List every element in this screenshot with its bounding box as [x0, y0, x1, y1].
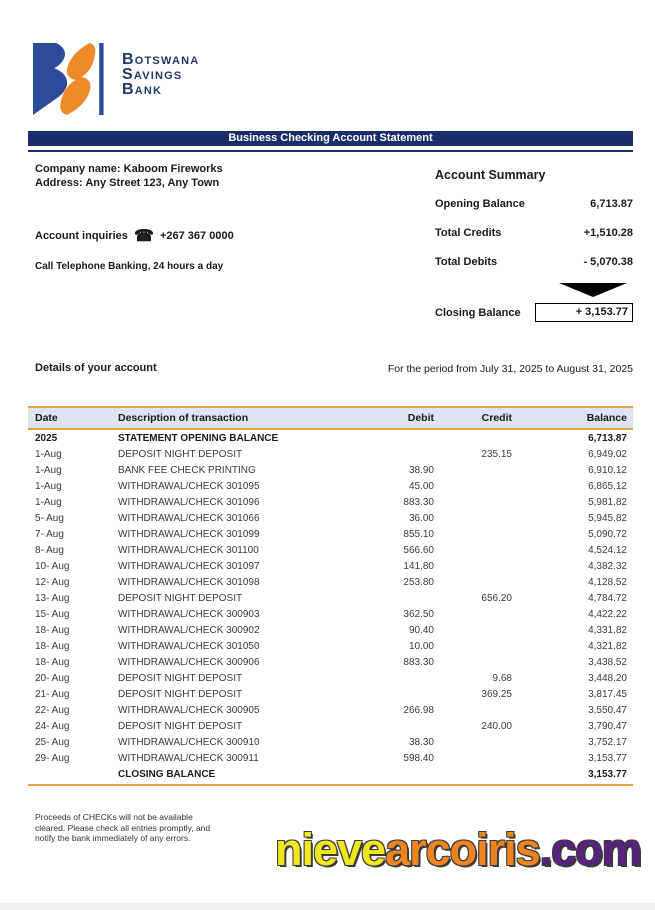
- cell-description: CLOSING BALANCE: [118, 768, 216, 780]
- cell-balance: 4,128.52: [588, 576, 627, 588]
- table-row: [28, 638, 633, 654]
- cell-balance: 4,422.22: [588, 608, 627, 620]
- footer-notice-line2: cleared. Please check all entries promptly, and: [35, 822, 211, 833]
- cell-date: 18- Aug: [35, 656, 70, 668]
- account-inquiries-label: Account inquiries: [35, 230, 128, 242]
- footer-notice-line3: notify the bank immediately of any errors.: [35, 833, 191, 843]
- cell-balance: 6,949.02: [588, 448, 627, 460]
- cell-credit: 369.25: [481, 688, 512, 700]
- table-row: [28, 446, 633, 462]
- cell-debit: 266.98: [403, 704, 434, 716]
- cell-description: WITHDRAWAL/CHECK 301099: [118, 528, 260, 540]
- account-summary-heading: Account Summary: [435, 168, 546, 182]
- table-row: [28, 734, 633, 750]
- company-name: Company name: Kaboom Fireworks: [35, 163, 223, 175]
- watermark-part3: .com: [539, 824, 641, 875]
- cell-date: 25- Aug: [35, 736, 70, 748]
- table-row: [28, 478, 633, 494]
- table-row: [28, 654, 633, 670]
- cell-balance: 5,981.82: [588, 496, 627, 508]
- cell-date: 8- Aug: [35, 544, 64, 556]
- title-underline: [28, 150, 633, 152]
- account-summary: [435, 168, 633, 322]
- cell-description: DEPOSIT NIGHT DEPOSIT: [118, 592, 243, 604]
- cell-debit: 10.00: [408, 640, 434, 652]
- cell-balance: 4,321.82: [588, 640, 627, 652]
- cell-balance: 5,945.82: [588, 512, 627, 524]
- bank-logo: [30, 42, 199, 116]
- cell-date: 29- Aug: [35, 752, 70, 764]
- table-row: [28, 494, 633, 510]
- inquiries-phone-number: +267 367 0000: [159, 230, 234, 242]
- watermark-part1: nieve: [275, 824, 386, 875]
- cell-description: STATEMENT OPENING BALANCE: [118, 432, 279, 444]
- cell-date: 24- Aug: [35, 720, 70, 732]
- cell-debit: 141.80: [403, 560, 434, 572]
- cell-description: WITHDRAWAL/CHECK 300906: [118, 656, 260, 668]
- table-row: [28, 622, 633, 638]
- cell-balance: 3,817.45: [588, 688, 627, 700]
- table-row: [28, 526, 633, 542]
- footer-notice: [35, 812, 210, 844]
- summary-row-debits: [435, 256, 633, 268]
- cell-date: 2025: [35, 432, 58, 444]
- cell-date: 12- Aug: [35, 576, 70, 588]
- cell-date: 21- Aug: [35, 688, 70, 700]
- cell-debit: 36.00: [408, 512, 434, 524]
- table-row: [28, 510, 633, 526]
- cell-date: 13- Aug: [35, 592, 70, 604]
- cell-description: WITHDRAWAL/CHECK 300903: [118, 608, 260, 620]
- total-debits-value: - 5,070.38: [583, 256, 633, 268]
- footer-notice-line1: Proceeds of CHECKs will not be available: [35, 812, 193, 822]
- table-row: [28, 574, 633, 590]
- table-row: [28, 718, 633, 734]
- cell-balance: 6,713.87: [588, 432, 627, 444]
- cell-description: WITHDRAWAL/CHECK 301100: [118, 544, 259, 556]
- cell-description: DEPOSIT NIGHT DEPOSIT: [118, 688, 243, 700]
- page-bottom-edge: [0, 903, 655, 910]
- cell-balance: 4,331.82: [588, 624, 627, 636]
- header-debit: Debit: [407, 412, 434, 424]
- closing-balance-value: + 3,153.77: [535, 303, 633, 322]
- cell-date: 5- Aug: [35, 512, 64, 524]
- table-row: [28, 542, 633, 558]
- transactions-body: [28, 430, 633, 782]
- details-heading: Details of your account: [35, 362, 157, 374]
- table-row: [28, 686, 633, 702]
- cell-balance: 4,784.72: [588, 592, 627, 604]
- cell-description: DEPOSIT NIGHT DEPOSIT: [118, 672, 243, 684]
- transactions-table: [28, 406, 633, 786]
- cell-date: 20- Aug: [35, 672, 70, 684]
- cell-debit: 38.30: [408, 736, 434, 748]
- bank-name: [122, 52, 199, 97]
- cell-date: 10- Aug: [35, 560, 70, 572]
- summary-row-credits: [435, 227, 633, 239]
- cell-debit: 598.40: [403, 752, 434, 764]
- cell-credit: 9.68: [492, 672, 512, 684]
- cell-balance: 3,448.20: [588, 672, 627, 684]
- cell-debit: 38.90: [408, 464, 434, 476]
- bank-name-line3: Bank: [122, 81, 163, 98]
- cell-description: DEPOSIT NIGHT DEPOSIT: [118, 720, 243, 732]
- account-inquiries: [35, 226, 234, 246]
- header-description: Description of transaction: [118, 412, 249, 424]
- cell-debit: 253.80: [403, 576, 434, 588]
- header-credit: Credit: [481, 412, 512, 424]
- bank-logo-icon: [30, 42, 108, 116]
- table-bottom-rule: [28, 784, 633, 786]
- cell-description: WITHDRAWAL/CHECK 301066: [118, 512, 260, 524]
- table-row: [28, 702, 633, 718]
- closing-balance-label: Closing Balance: [435, 306, 521, 319]
- cell-balance: 3,752.17: [588, 736, 627, 748]
- table-row: [28, 462, 633, 478]
- cell-credit: 656.20: [481, 592, 512, 604]
- cell-balance: 6,910.12: [588, 464, 627, 476]
- cell-date: 1-Aug: [35, 480, 62, 492]
- cell-balance: 3,550.47: [588, 704, 627, 716]
- cell-description: DEPOSIT NIGHT DEPOSIT: [118, 448, 243, 460]
- phone-icon: ☎: [133, 228, 154, 245]
- table-header: [28, 406, 633, 430]
- cell-balance: 4,524.12: [588, 544, 627, 556]
- cell-description: BANK FEE CHECK PRINTING: [118, 464, 256, 476]
- opening-balance-value: 6,713.87: [590, 198, 633, 210]
- cell-balance: 4,382.32: [588, 560, 627, 572]
- company-address: Address: Any Street 123, Any Town: [35, 177, 220, 189]
- table-row: [28, 558, 633, 574]
- cell-balance: 3,790.47: [588, 720, 627, 732]
- cell-debit: 45.00: [408, 480, 434, 492]
- cell-debit: 90.40: [408, 624, 434, 636]
- cell-date: 1-Aug: [35, 464, 62, 476]
- table-row: [28, 670, 633, 686]
- cell-description: WITHDRAWAL/CHECK 301095: [118, 480, 260, 492]
- statement-title-bar: Business Checking Account Statement: [28, 131, 633, 146]
- cell-debit: 855.10: [403, 528, 434, 540]
- cell-date: 18- Aug: [35, 640, 70, 652]
- table-row: [28, 606, 633, 622]
- cell-description: WITHDRAWAL/CHECK 301097: [118, 560, 260, 572]
- cell-balance: 3,153.77: [588, 752, 627, 764]
- cell-description: WITHDRAWAL/CHECK 301050: [118, 640, 260, 652]
- table-row: [28, 430, 633, 446]
- cell-credit: 235.15: [481, 448, 512, 460]
- cell-description: WITHDRAWAL/CHECK 300905: [118, 704, 260, 716]
- total-credits-value: +1,510.28: [583, 227, 633, 239]
- cell-credit: 240.00: [481, 720, 512, 732]
- cell-date: 1-Aug: [35, 496, 62, 508]
- cell-debit: 883.30: [403, 496, 434, 508]
- watermark-part2: arcoiris: [385, 824, 540, 875]
- bank-name-line1: Botswana: [122, 51, 200, 68]
- arrow-down-icon: [559, 283, 627, 297]
- cell-description: WITHDRAWAL/CHECK 300910: [118, 736, 260, 748]
- cell-date: 7- Aug: [35, 528, 64, 540]
- cell-description: WITHDRAWAL/CHECK 301098: [118, 576, 260, 588]
- cell-date: 1-Aug: [35, 448, 62, 460]
- cell-balance: 6,865.12: [588, 480, 627, 492]
- cell-date: 22- Aug: [35, 704, 70, 716]
- header-date: Date: [35, 412, 58, 424]
- opening-balance-label: Opening Balance: [435, 198, 525, 210]
- cell-date: 18- Aug: [35, 624, 70, 636]
- table-row: [28, 766, 633, 782]
- telephone-banking-note: Call Telephone Banking, 24 hours a day: [35, 261, 224, 272]
- table-row: [28, 590, 633, 606]
- cell-description: WITHDRAWAL/CHECK 301096: [118, 496, 260, 508]
- cell-debit: 362.50: [403, 608, 434, 620]
- cell-balance: 5,090.72: [588, 528, 627, 540]
- statement-period: For the period from July 31, 2025 to August 31, 2025: [387, 363, 633, 375]
- cell-description: WITHDRAWAL/CHECK 300902: [118, 624, 260, 636]
- watermark-logo: [275, 824, 641, 876]
- total-debits-label: Total Debits: [435, 256, 498, 268]
- cell-balance: 3,438.52: [588, 656, 627, 668]
- cell-debit: 566.60: [403, 544, 434, 556]
- cell-debit: 883.30: [403, 656, 434, 668]
- cell-date: 15- Aug: [35, 608, 70, 620]
- cell-description: WITHDRAWAL/CHECK 300911: [118, 752, 259, 764]
- total-credits-label: Total Credits: [435, 227, 502, 239]
- bank-name-line2: Savings: [122, 66, 183, 83]
- cell-balance: 3,153.77: [588, 768, 627, 780]
- summary-row-opening: [435, 198, 633, 210]
- closing-balance-row: [435, 303, 633, 322]
- table-row: [28, 750, 633, 766]
- company-info: [35, 162, 223, 190]
- header-balance: Balance: [586, 412, 627, 424]
